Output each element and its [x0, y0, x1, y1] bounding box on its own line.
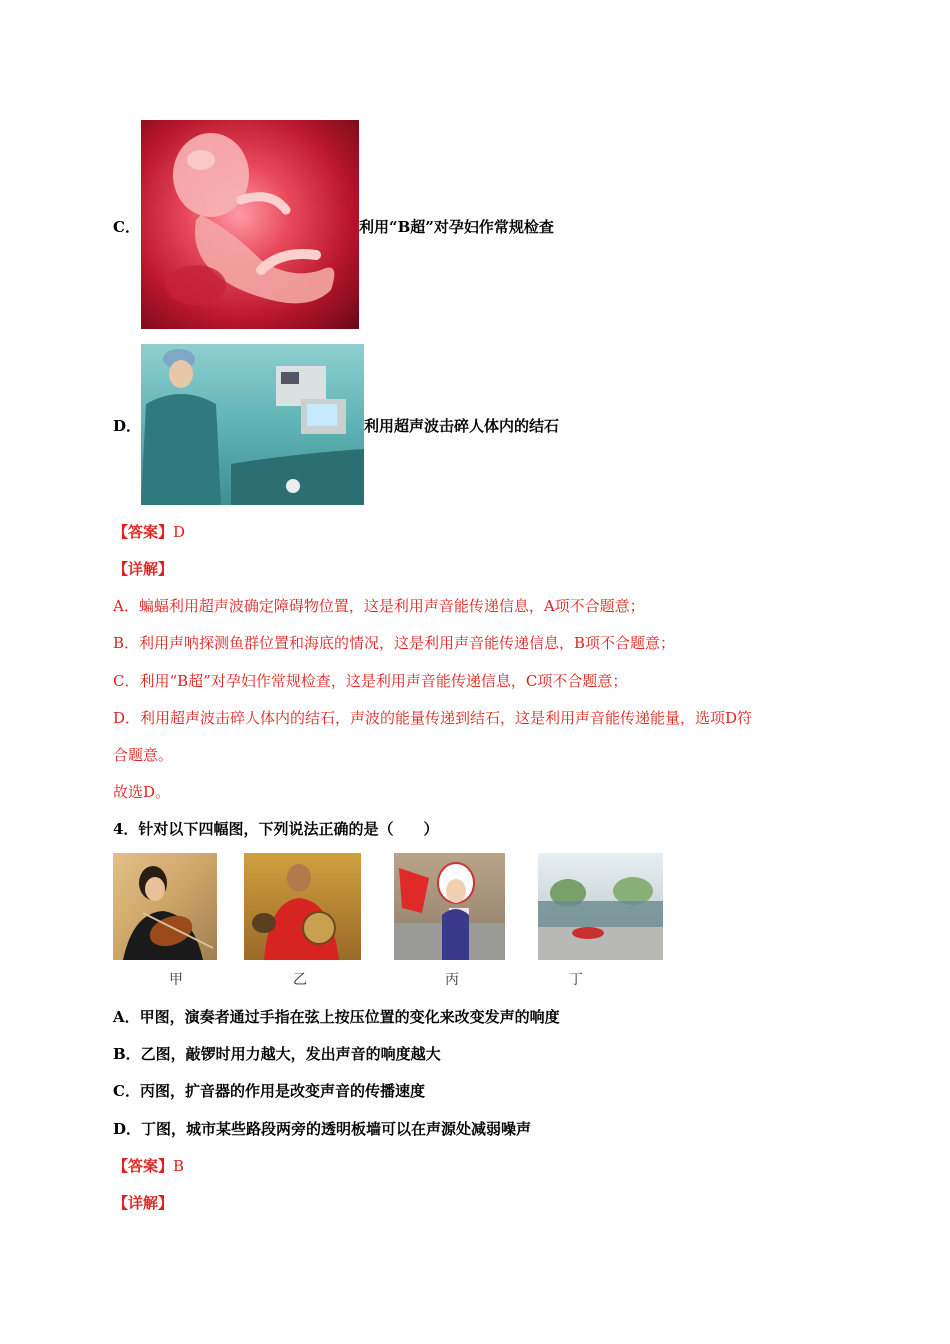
- caption-ding: 丁: [569, 972, 583, 988]
- q3-explanation-d: D．利用超声波击碎人体内的结石，声波的能量传递到结石，这是利用声音能传递能量，选项D符: [113, 709, 753, 727]
- megaphone-image: [394, 853, 505, 960]
- caption-bing: 丙: [445, 972, 459, 988]
- q3-answer: [113, 521, 185, 543]
- q3-answer-label: 【答案】: [113, 523, 174, 541]
- gong-player-image: [244, 853, 361, 960]
- q4-answer: [113, 1155, 184, 1177]
- option-c-text: 利用“B超”对孕妇作常规检查: [359, 218, 554, 236]
- q4-option-d: D．丁图，城市某些路段两旁的透明板墙可以在声源处减弱噪声: [113, 1120, 532, 1138]
- q3-explanation-c: C．利用“B超”对孕妇作常规检查，这是利用声音能传递信息，C项不合题意；: [113, 672, 628, 690]
- q4-option-b: B．乙图，敲锣时用力越大，发出声音的响度越大: [113, 1045, 441, 1063]
- q3-conclusion: 故选D。: [113, 783, 171, 801]
- q4-option-c: C．丙图，扩音器的作用是改变声音的传播速度: [113, 1082, 425, 1100]
- q4-answer-label: 【答案】: [113, 1157, 174, 1175]
- q4-option-a: A．甲图，演奏者通过手指在弦上按压位置的变化来改变发声的响度: [113, 1008, 560, 1026]
- q4-answer-value: B: [173, 1157, 185, 1175]
- q3-explanation-a: A．蝙蝠利用超声波确定障碍物位置，这是利用声音能传递信息，A项不合题意；: [113, 597, 645, 615]
- q3-answer-value: D: [173, 523, 186, 541]
- q3-explanation-d-cont: 合题意。: [113, 746, 174, 764]
- q3-detail-label: 【详解】: [113, 560, 174, 578]
- fetus-ultrasound-image: [141, 120, 359, 329]
- option-c-letter: C．: [113, 218, 140, 236]
- option-d-letter: D．: [113, 417, 142, 435]
- option-d-text: 利用超声波击碎人体内的结石: [364, 417, 560, 435]
- noise-barrier-image: [538, 853, 663, 960]
- violinist-image: [113, 853, 217, 960]
- caption-yi: 乙: [293, 972, 307, 988]
- lithotripsy-surgery-image: [141, 344, 364, 505]
- q3-explanation-b: B．利用声呐探测鱼群位置和海底的情况，这是利用声音能传递信息，B项不合题意；: [113, 634, 676, 652]
- caption-jia: 甲: [169, 972, 183, 988]
- q4-detail-label: 【详解】: [113, 1194, 174, 1212]
- q4-stem: 4．针对以下四幅图，下列说法正确的是（ ）: [113, 820, 439, 838]
